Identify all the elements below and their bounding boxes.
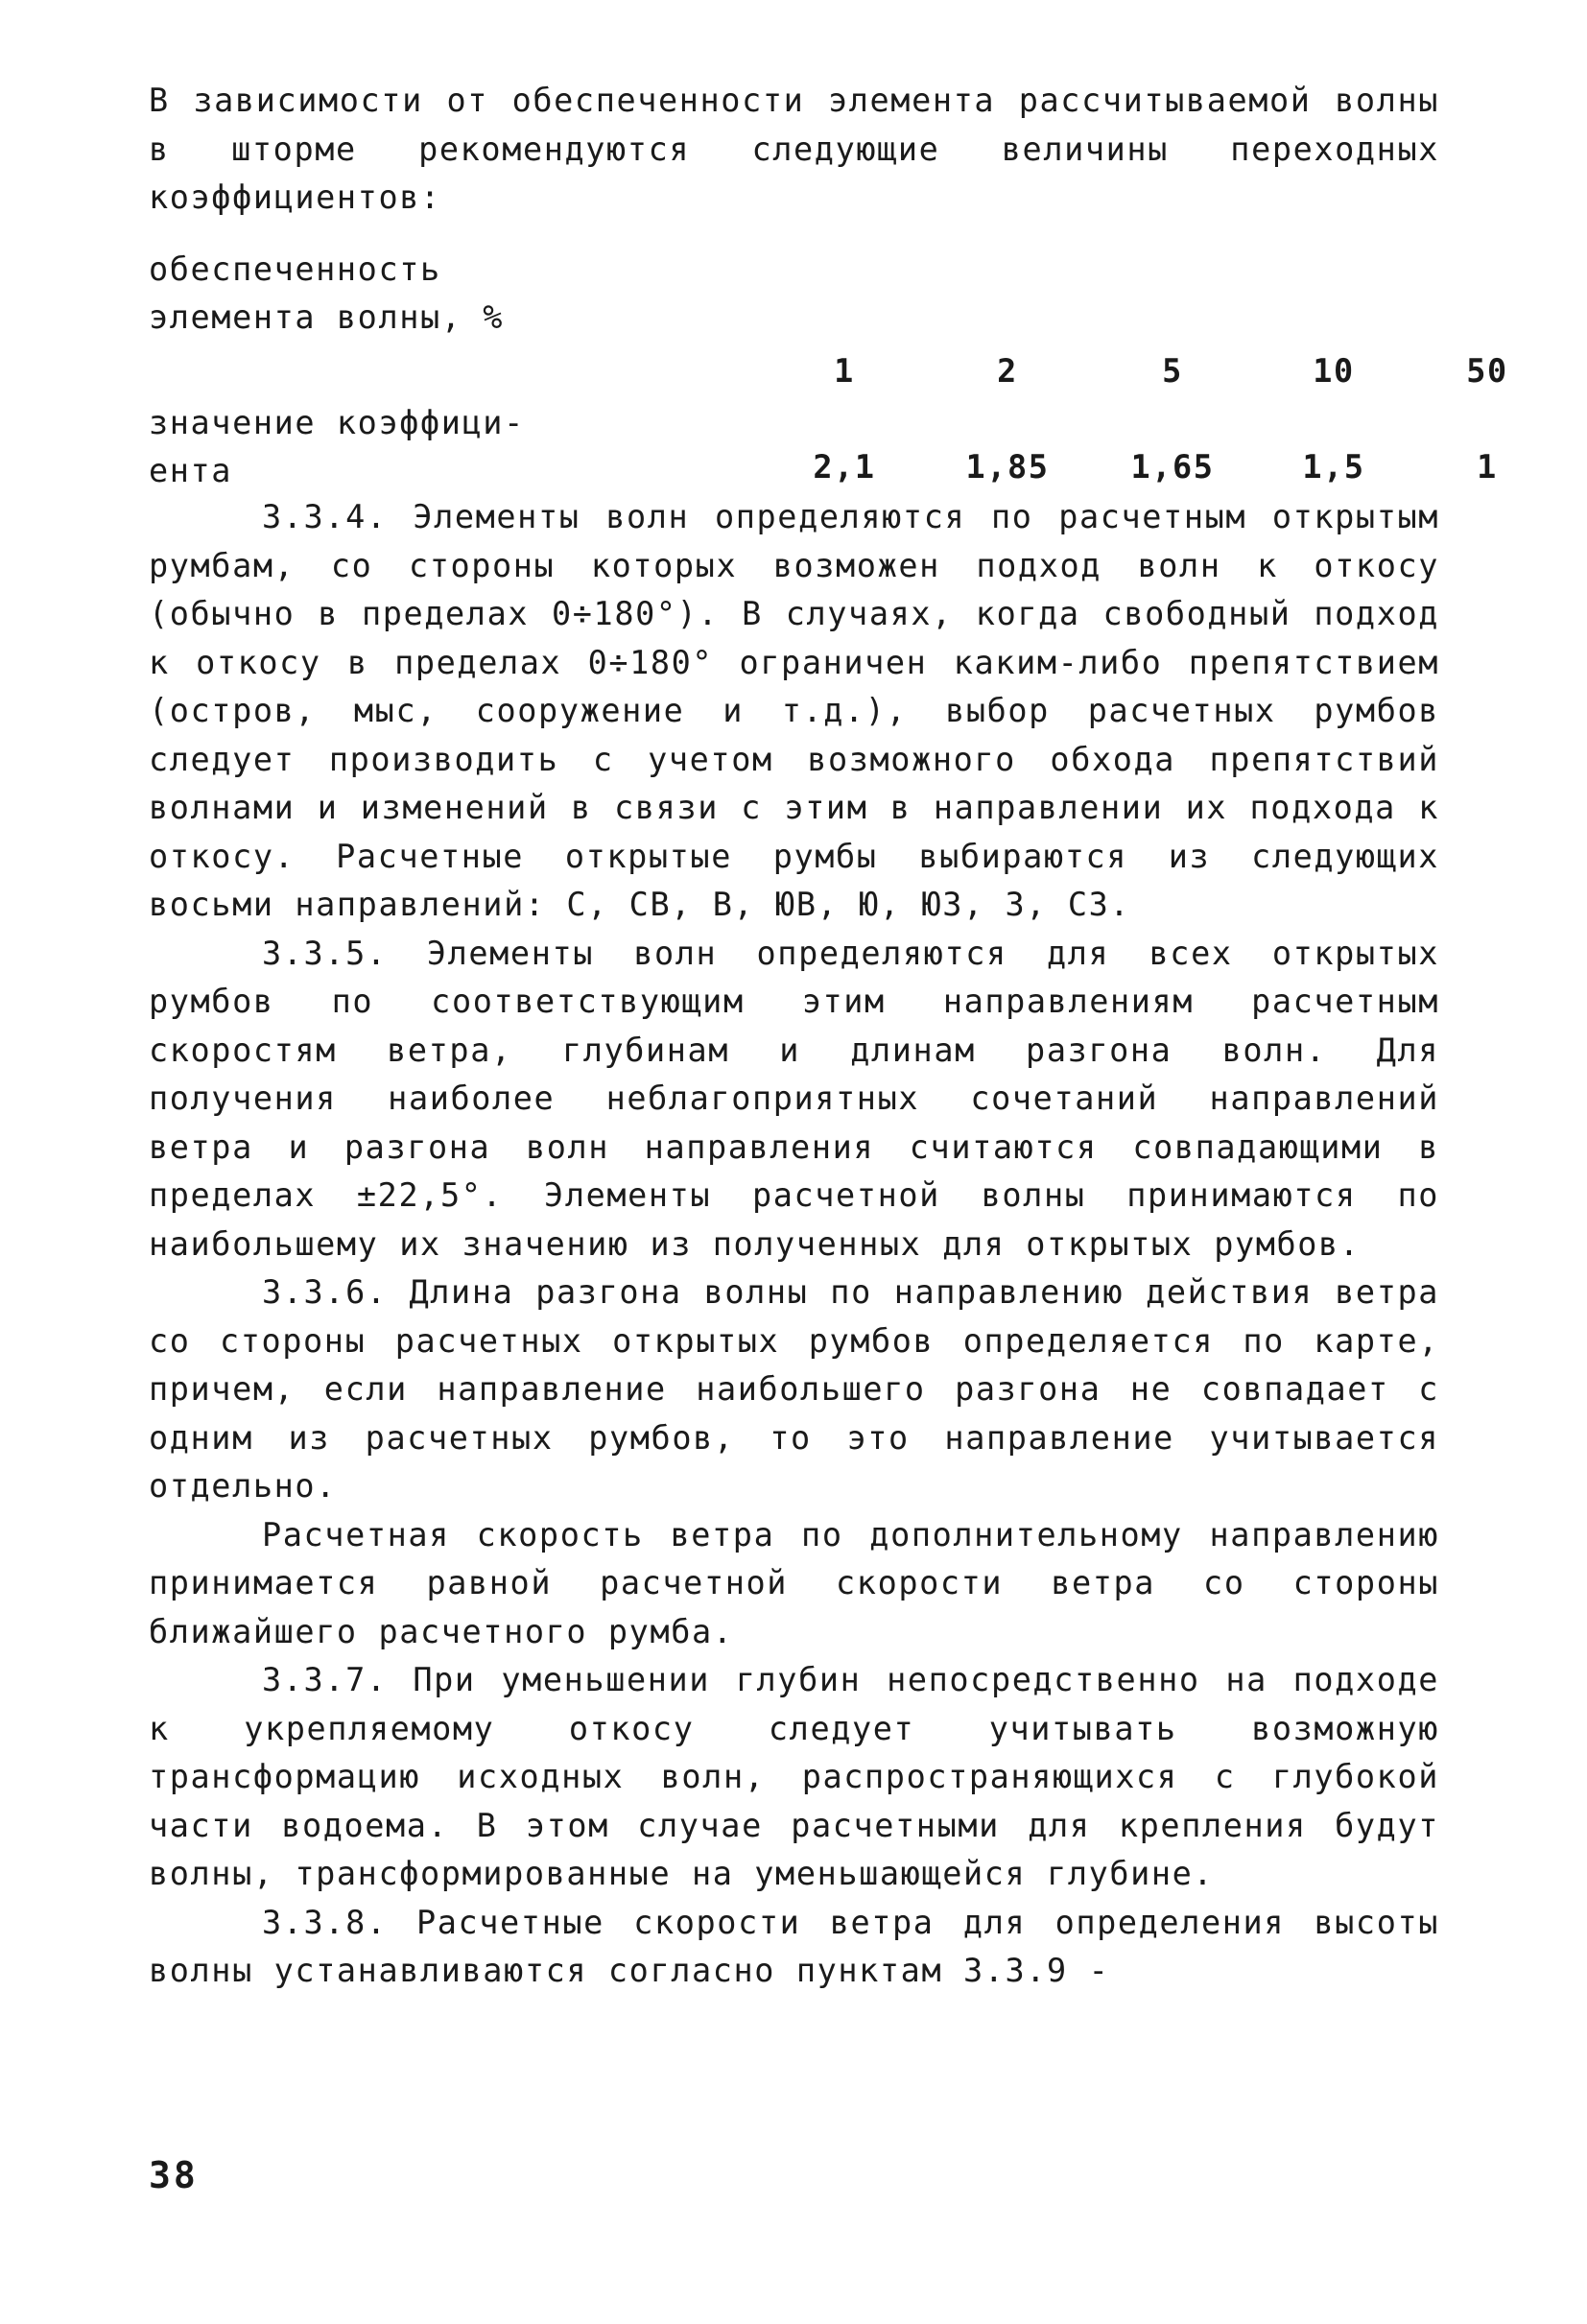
body-text (149, 493, 1439, 1996)
table-cell: 5 (1162, 352, 1183, 390)
table-cell: 1,65 (1130, 448, 1215, 486)
table-cell: 50 (1466, 352, 1508, 390)
table-row (149, 399, 1498, 495)
row-label-line: ента (149, 452, 233, 489)
row-values (149, 347, 1508, 395)
coefficients-table (149, 246, 1508, 495)
paragraph-3-3-5: 3.3.5. Элементы волн определяются для всех открытых румбов по соответствующим этим направлениям расчетным скоростям ветра, глубинам и длинам разгона волн. Для получения наиболее неблагоприятных сочетаний направлений ветра и разгона волн направления считаются совпадающими в пределах ±22,5°. Элементы расчетной волны принимаются по наибольшему их значению из полученных для открытых румбов. (149, 934, 1439, 1263)
table-cell: 2,1 (813, 448, 876, 486)
table-row (149, 246, 1508, 399)
paragraph-3-3-7: 3.3.7. При уменьшении глубин непосредственно на подходе к укрепляемому откосу следует учитывать возможную трансформацию исходных волн, распространяющихся с глубокой части водоема. В этом случае расчетными для крепления будут волны, трансформированные на уменьшающейся глубине. (149, 1661, 1439, 1892)
row-label-line: элемента волны, % (149, 298, 505, 336)
table-cell: 1 (834, 352, 855, 390)
table-cell: 1 (1477, 448, 1498, 486)
table-cell: 2 (997, 352, 1018, 390)
row-label-line: обеспеченность (149, 250, 441, 288)
paragraph-3-3-6: 3.3.6. Длина разгона волны по направлению действия ветра со стороны расчетных открытых румбов определяется по карте, причем, если направление наибольшего разгона не совпадает с одним из расчетных румбов, то это направление учитывается отдельно. (149, 1273, 1439, 1505)
paragraph-3-3-4: 3.3.4. Элементы волн определяются по расчетным открытым румбам, со стороны которых возможен подход волн к откосу (обычно в пределах 0÷180°). В случаях, когда свободный подход к откосу в пределах 0÷180° ограничен каким-либо препятствием (остров, мыс, сооружение и т.д.), выбор расчетных румбов следует производить с учетом возможного обхода препятствий волнами и изменений в связи с этим в направлении их подхода к откосу. Расчетные открытые румбы выбираются из следующих восьми направлений: С, СВ, В, ЮВ, Ю, ЮЗ, З, СЗ. (149, 498, 1439, 923)
table-cell: 1,5 (1302, 448, 1365, 486)
paragraph-wind-speed: Расчетная скорость ветра по дополнительному направлению принимается равной расчетной скорости ветра со стороны ближайшего расчетного румба. (149, 1515, 1439, 1650)
paragraph-3-3-8: 3.3.8. Расчетные скорости ветра для определения высоты волны устанавливаются согласно пунктам 3.3.9 - (149, 1903, 1439, 1989)
row-label-line: значение коэффици- (149, 404, 525, 441)
table-cell: 10 (1313, 352, 1355, 390)
intro-paragraph: В зависимости от обеспеченности элемента рассчитываемой волны в шторме рекомендуются следующие величины переходных коэффициентов: (149, 82, 1439, 216)
row-values (149, 443, 1498, 491)
table-cell: 1,85 (965, 448, 1050, 486)
row-label (149, 246, 590, 342)
page-number: 38 (149, 2154, 199, 2196)
